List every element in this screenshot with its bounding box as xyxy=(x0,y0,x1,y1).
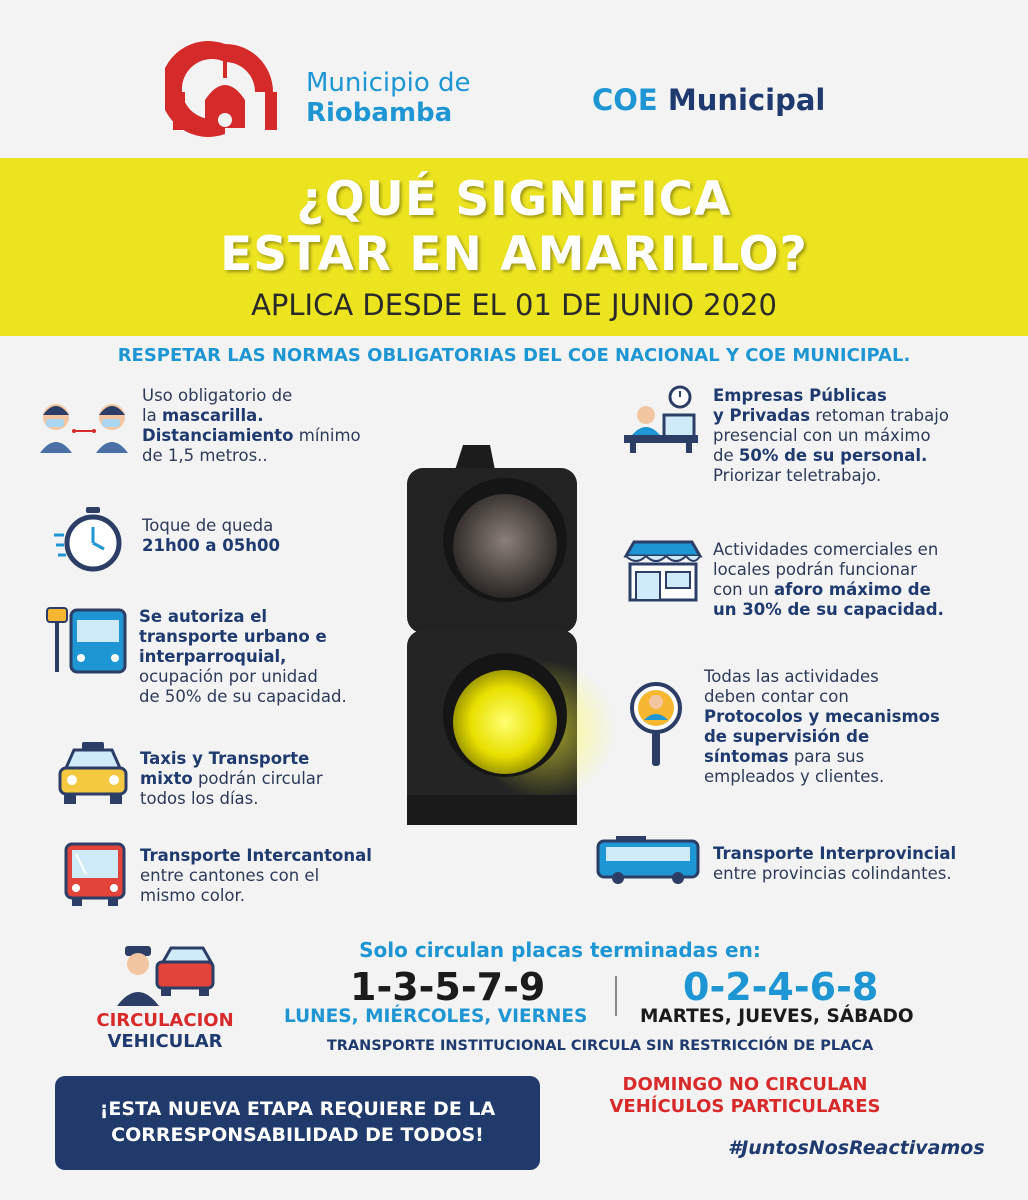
banner-title-line1: ¿QUÉ SIGNIFICA xyxy=(296,172,732,227)
com-line3a: con un xyxy=(713,580,775,599)
mask-distance-icon xyxy=(38,395,130,455)
mask-line1: Uso obligatorio de xyxy=(142,386,293,405)
com-line2: locales podrán funcionar xyxy=(713,560,917,579)
mask-line3b: mínimo xyxy=(293,426,361,445)
plates-divider xyxy=(615,976,617,1016)
prot-line5 xyxy=(704,747,940,767)
interc-line2: entre cantones con el xyxy=(140,866,320,885)
police-car-icon xyxy=(115,940,215,1008)
sunday-line2: VEHÍCULOS PARTICULARES xyxy=(609,1096,881,1117)
circulation-line1: CIRCULACION xyxy=(96,1010,234,1031)
emp-line3: presencial con un máximo xyxy=(713,426,931,445)
taxi-line1 xyxy=(140,749,323,769)
traffic-light-icon xyxy=(395,440,615,825)
odd-plates: 1-3-5-7-9 xyxy=(350,965,546,1009)
interp-line2: entre provincias colindantes. xyxy=(713,864,952,883)
emp-line5: Priorizar teletrabajo. xyxy=(713,466,882,485)
mask-line2 xyxy=(142,406,361,426)
curfew-line2 xyxy=(142,536,280,556)
urban-line2-text: transporte urbano e xyxy=(139,627,327,646)
callout-line2: CORRESPONSABILIDAD DE TODOS! xyxy=(111,1124,484,1146)
interc-line1 xyxy=(140,846,372,866)
office-worker-icon xyxy=(622,385,700,455)
curfew-hours: 21h00 a 05h00 xyxy=(142,536,280,555)
emp-line2 xyxy=(713,406,949,426)
urban-line5: de 50% de su capacidad. xyxy=(139,687,347,706)
emp-line1-text: Empresas Públicas xyxy=(713,386,887,405)
plates-heading: Solo circulan placas terminadas en: xyxy=(359,938,761,962)
callout-line1: ¡ESTA NUEVA ETAPA REQUIERE DE LA xyxy=(99,1098,496,1120)
coe-label: COE xyxy=(592,83,658,117)
mask-line2b: mascarilla. xyxy=(161,406,264,425)
mask-line3a: Distanciamiento xyxy=(142,426,294,445)
taxi-icon xyxy=(56,740,130,806)
curfew-line1: Toque de queda xyxy=(142,516,274,535)
com-line4-text: un 30% de su capacidad. xyxy=(713,600,944,619)
hashtag: #JuntosNosReactivamos xyxy=(728,1137,985,1159)
urban-line4: ocupación por unidad xyxy=(139,667,318,686)
interp-line1 xyxy=(713,844,956,864)
intercantonal-bus-icon xyxy=(62,838,128,908)
com-line4 xyxy=(713,600,944,620)
emp-line4 xyxy=(713,446,949,466)
coe-municipal-title xyxy=(592,83,825,117)
emp-line4b: 50% de su personal. xyxy=(738,446,928,465)
taxi-line3: todos los días. xyxy=(140,789,259,808)
storefront-icon xyxy=(622,540,704,604)
interp-line1-text: Transporte Interprovincial xyxy=(713,844,957,863)
emp-line2a: y Privadas xyxy=(713,406,811,425)
urban-line1 xyxy=(139,607,347,627)
interc-line1-text: Transporte Intercantonal xyxy=(140,846,372,865)
emp-line2b: retoman trabajo xyxy=(810,406,949,425)
municipio-name xyxy=(306,68,471,128)
prot-line3-text: Protocolos y mecanismos xyxy=(704,707,940,726)
urban-line3 xyxy=(139,647,347,667)
mask-line2a: la xyxy=(142,406,162,425)
com-line3b: aforo máximo de xyxy=(774,580,931,599)
banner-title-line2: ESTAR EN AMARILLO? xyxy=(220,227,808,282)
taxi-line2a: mixto xyxy=(140,769,193,788)
responsibility-callout xyxy=(55,1076,540,1170)
municipio-line2: Riobamba xyxy=(306,98,453,128)
companies-text xyxy=(713,386,949,486)
emp-line1 xyxy=(713,386,949,406)
vehicle-circulation-label xyxy=(80,1010,250,1052)
urban-transport-text xyxy=(139,607,347,707)
title-banner xyxy=(0,158,1028,336)
protocols-text xyxy=(704,667,940,787)
interprovincial-bus-icon xyxy=(596,836,702,886)
prot-line1: Todas las actividades xyxy=(704,667,879,686)
interprovincial-text xyxy=(713,844,956,884)
odd-plates-days: LUNES, MIÉRCOLES, VIERNES xyxy=(284,1006,588,1027)
banner-subtitle: APLICA DESDE EL 01 DE JUNIO 2020 xyxy=(251,288,777,322)
urban-line1-text: Se autoriza el xyxy=(139,607,268,626)
prot-line4-text: de supervisión de xyxy=(704,727,870,746)
municipal-label: Municipal xyxy=(667,83,826,117)
taxi-line2b: podrán circular xyxy=(192,769,323,788)
taxi-text xyxy=(140,749,323,809)
municipio-line1: Municipio de xyxy=(306,68,471,98)
interc-line3: mismo color. xyxy=(140,886,246,905)
sunday-restriction xyxy=(560,1074,930,1118)
taxi-line2 xyxy=(140,769,323,789)
prot-line3 xyxy=(704,707,940,727)
com-line3 xyxy=(713,580,944,600)
magnifier-person-icon xyxy=(628,680,684,770)
mask-line3 xyxy=(142,426,361,446)
circulation-line2: VEHICULAR xyxy=(107,1031,223,1052)
prot-line5b: para sus xyxy=(788,747,865,766)
mask-line4: de 1,5 metros.. xyxy=(142,446,268,465)
mask-rule-text xyxy=(142,386,361,466)
institutional-transport-note: TRANSPORTE INSTITUCIONAL CIRCULA SIN RESTRICCIÓN DE PLACA xyxy=(326,1038,874,1054)
prot-line6: empleados y clientes. xyxy=(704,767,885,786)
prot-line2: deben contar con xyxy=(704,687,849,706)
com-line1: Actividades comerciales en xyxy=(713,540,939,559)
municipio-logo-icon xyxy=(165,40,290,140)
curfew-text xyxy=(142,516,280,556)
intercantonal-text xyxy=(140,846,372,906)
sunday-line1: DOMINGO NO CIRCULAN xyxy=(622,1074,868,1095)
even-plates-days: MARTES, JUEVES, SÁBADO xyxy=(640,1006,914,1027)
norms-heading: RESPETAR LAS NORMAS OBLIGATORIAS DEL COE NACIONAL Y COE MUNICIPAL. xyxy=(117,345,911,366)
urban-line3-text: interparroquial, xyxy=(139,647,287,666)
bus-stop-icon xyxy=(45,606,130,676)
commerce-text xyxy=(713,540,944,620)
emp-line4a: de xyxy=(713,446,739,465)
prot-line4 xyxy=(704,727,940,747)
prot-line5a: síntomas xyxy=(704,747,789,766)
taxi-line1-text: Taxis y Transporte xyxy=(140,749,310,768)
even-plates: 0-2-4-6-8 xyxy=(683,965,879,1009)
urban-line2 xyxy=(139,627,347,647)
stopwatch-icon xyxy=(52,505,128,573)
